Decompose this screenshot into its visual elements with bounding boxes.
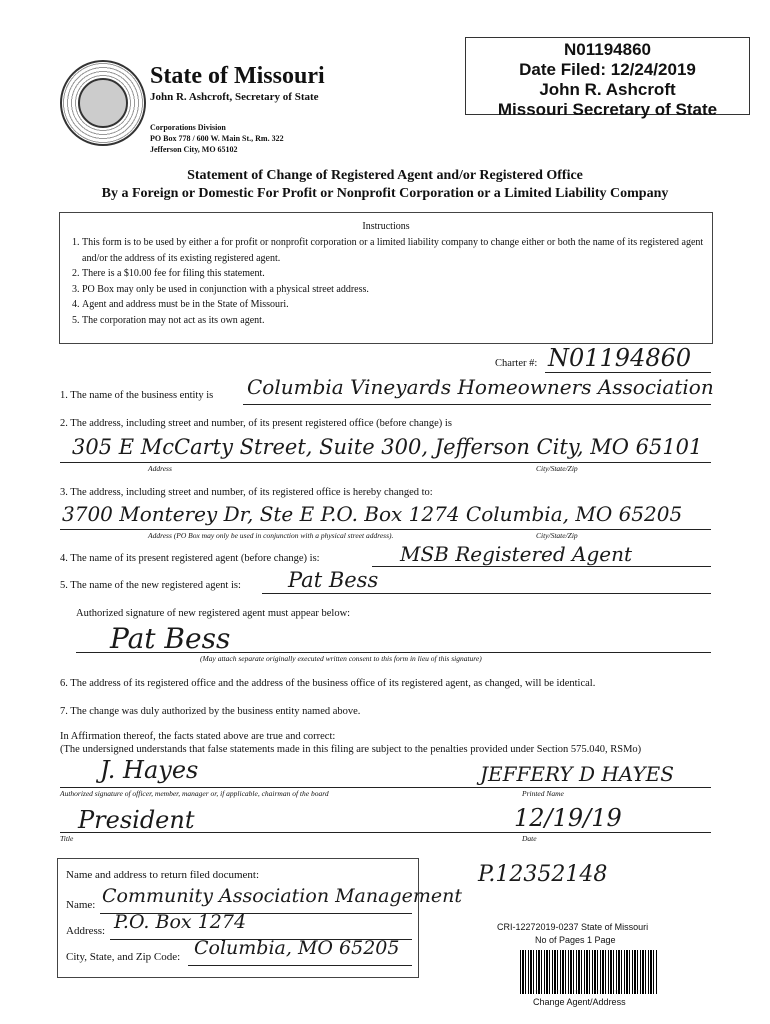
stamp-date: Date Filed: 12/24/2019 xyxy=(519,60,696,79)
q2-sub-city: City/State/Zip xyxy=(536,464,578,473)
auth-label: Authorized signature of new registered agent must appear below: xyxy=(76,608,351,619)
affirm-line1: In Affirmation thereof, the facts stated above are true and correct: xyxy=(60,731,336,742)
barcode-icon xyxy=(520,950,657,994)
title-line xyxy=(60,832,711,833)
signature-label: Authorized signature of officer, member, manager or, if applicable, chairman of the board xyxy=(60,789,329,798)
q2-value: 305 E McCarty Street, Suite 300, Jefferson City, MO 65101 xyxy=(72,435,703,459)
instruction-item: 5. The corporation may not act as its own agent. xyxy=(82,313,712,329)
stamp-number: N01194860 xyxy=(564,40,651,59)
return-address-box xyxy=(57,858,462,978)
document-title-line1: Statement of Change of Registered Agent and/or Registered Office xyxy=(187,168,583,183)
q4-label: 4. The name of its present registered agent (before change) is: xyxy=(60,553,320,564)
title-value: President xyxy=(78,806,195,834)
division-address-line1: PO Box 778 / 600 W. Main St., Rm. 322 xyxy=(150,134,284,143)
q2-sub-address: Address xyxy=(148,464,172,473)
signature-line xyxy=(60,787,711,788)
state-seal-icon xyxy=(60,60,146,146)
instructions-list xyxy=(60,235,712,328)
q3-sub-city: City/State/Zip xyxy=(536,531,578,540)
stamp-office: Missouri Secretary of State xyxy=(497,100,718,119)
q5-value: Pat Bess xyxy=(288,568,379,592)
printed-name-value: JEFFERY D HAYES xyxy=(480,762,674,786)
return-address-value: P.O. Box 1274 xyxy=(114,911,247,933)
q1-label: 1. The name of the business entity is xyxy=(60,390,214,401)
q3-value: 3700 Monterey Dr, Ste E P.O. Box 1274 Columbia, MO 65205 xyxy=(62,502,683,526)
q3-line xyxy=(60,529,711,530)
date-label: Date xyxy=(522,834,537,843)
receipt-line2: No of Pages 1 Page xyxy=(535,935,616,945)
q5-label: 5. The name of the new registered agent is: xyxy=(60,580,241,591)
secretary-subtitle: John R. Ashcroft, Secretary of State xyxy=(150,91,319,103)
charter-value: N01194860 xyxy=(548,344,692,372)
charter-line xyxy=(545,372,711,373)
receipt-line1: CRI-12272019-0237 State of Missouri xyxy=(497,922,649,932)
stamp-name: John R. Ashcroft xyxy=(539,80,676,99)
charter-label: Charter #: xyxy=(495,358,538,369)
receipt-handwritten-number: P.12352148 xyxy=(478,862,608,887)
return-city-label: City, State, and Zip Code: xyxy=(66,951,181,963)
q3-sub-address: Address (PO Box may only be used in conjunction with a physical street address). xyxy=(148,531,394,540)
receipt-footer: Change Agent/Address xyxy=(533,997,626,1007)
q4-line xyxy=(372,566,711,567)
return-city-line xyxy=(188,965,412,966)
q7-text: 7. The change was duly authorized by the business entity named above. xyxy=(60,706,361,717)
q1-line xyxy=(243,404,711,405)
state-title: State of Missouri xyxy=(150,63,325,89)
document-title-line2: By a Foreign or Domestic For Profit or Nonprofit Corporation or a Limited Liability Company xyxy=(101,186,669,201)
agent-signature: Pat Bess xyxy=(110,622,231,655)
q1-value: Columbia Vineyards Homeowners Association xyxy=(247,375,714,399)
printed-name-label: Printed Name xyxy=(522,789,564,798)
title-label: Title xyxy=(60,834,74,843)
return-name-label: Name: xyxy=(66,899,96,911)
return-name-value: Community Association Management xyxy=(102,885,462,907)
q2-label: 2. The address, including street and number, of its present registered office (before change) is xyxy=(60,418,452,429)
return-address-label: Address: xyxy=(66,925,106,937)
return-city-value: Columbia, MO 65205 xyxy=(194,937,400,959)
q4-value: MSB Registered Agent xyxy=(400,542,633,566)
division-address xyxy=(150,122,284,155)
officer-signature: J. Hayes xyxy=(100,756,199,784)
auth-note: (May attach separate originally executed written consent to this form in lieu of this signature) xyxy=(200,654,482,663)
q6-text: 6. The address of its registered office and the address of the business office of its registered agent, as changed, will be identical. xyxy=(60,678,596,689)
affirm-line2: (The undersigned understands that false statements made in this filing are subject to the penalties provided under Section 575.040, RSMo) xyxy=(60,744,642,755)
instruction-item: 4. Agent and address must be in the State of Missouri. xyxy=(82,297,712,313)
q3-label: 3. The address, including street and number, of its registered office is hereby changed to: xyxy=(60,487,433,498)
instruction-item: 1. This form is to be used by either a for profit or nonprofit corporation or a limited liability company to change either or both the name of its registered agent and/or the address of its existing registered agent. xyxy=(82,235,712,266)
auth-line xyxy=(76,652,711,653)
q2-line xyxy=(60,462,711,463)
instructions-title: Instructions xyxy=(362,221,410,232)
filing-stamp xyxy=(465,37,750,119)
instruction-item: 3. PO Box may only be used in conjunction with a physical street address. xyxy=(82,282,712,298)
instruction-item: 2. There is a $10.00 fee for filing this statement. xyxy=(82,266,712,282)
instructions-box xyxy=(59,212,713,344)
date-value: 12/19/19 xyxy=(514,804,622,832)
division-address-line2: Jefferson City, MO 65102 xyxy=(150,145,238,154)
division-name: Corporations Division xyxy=(150,123,226,132)
return-header: Name and address to return filed document: xyxy=(66,869,260,881)
q5-line xyxy=(262,593,711,594)
